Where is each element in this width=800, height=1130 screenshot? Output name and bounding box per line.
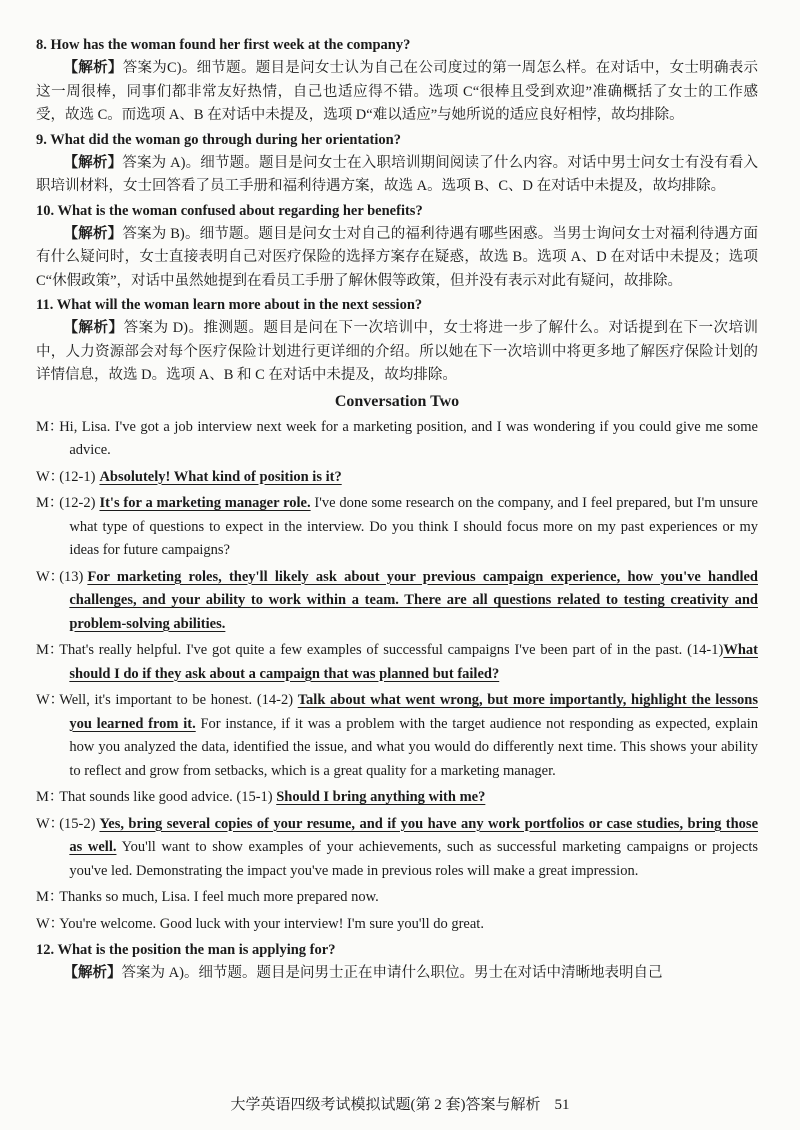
question-heading: 8. How has the woman found her first week at the company? bbox=[36, 37, 411, 53]
dialogue-line bbox=[36, 416, 758, 463]
dialogue-text: Hi, Lisa. I've got a job interview next week for a marketing position, and I was wondering if you could give me some advice. bbox=[59, 418, 758, 458]
speaker-label: M： bbox=[36, 789, 64, 805]
question-heading: 11. What will the woman learn more about in the next session? bbox=[36, 297, 423, 313]
footer-title: 大学英语四级考试模拟试题(第 2 套)答案与解析 bbox=[230, 1097, 541, 1113]
speaker-label: M： bbox=[36, 418, 64, 435]
speaker-label: W： bbox=[36, 568, 65, 585]
analysis-text: 答案为 A)。细节题。题目是问女士在入职培训期间阅读了什么内容。对话中男士问女士有没有看入职培训材料，女士回答看了员工手册和福利待遇方案，故选 A。选项 B、C、D 在对话中未提及，故均排除。 bbox=[36, 154, 759, 194]
analysis-tag: 【解析】 bbox=[63, 225, 123, 242]
underlined-answer: For marketing roles, they'll likely ask about your previous campaign experience, how you've handled challenges, and your ability to work within a team. There are all questions related to testing creativity and problem-solving abilities. bbox=[69, 568, 758, 632]
answer-marker: (15-2) bbox=[59, 815, 96, 832]
dialogue-line bbox=[36, 913, 758, 937]
analysis-tag: 【解析】 bbox=[63, 154, 123, 171]
analysis-tag: 【解析】 bbox=[63, 60, 123, 76]
dialogue-line bbox=[36, 639, 758, 686]
speaker-label: W： bbox=[36, 915, 65, 932]
dialogue-text: You'll want to show examples of your achievements, such as successful marketing campaigns or projects you've led. Demonstrating the impact you've made in previous roles will make a great impression. bbox=[69, 839, 758, 879]
analysis-text: 答案为 A)。细节题。题目是问男士正在申请什么职位。男士在对话中清晰地表明自己 bbox=[121, 965, 663, 981]
dialogue-text: That's really helpful. I've got quite a few examples of successful campaigns I've been part of in the past. (14-1) bbox=[59, 642, 724, 658]
analysis-paragraph bbox=[36, 317, 758, 388]
analysis-paragraph bbox=[36, 223, 758, 294]
conversation-transcript bbox=[36, 416, 758, 937]
analysis-tag: 【解析】 bbox=[63, 965, 122, 981]
dialogue-line bbox=[36, 566, 758, 637]
question-heading: 9. What did the woman go through during her orientation? bbox=[36, 131, 401, 148]
analysis-tag: 【解析】 bbox=[63, 320, 124, 336]
question-block bbox=[36, 34, 758, 128]
answer-marker: (13) bbox=[59, 568, 84, 585]
speaker-label: M： bbox=[36, 889, 64, 905]
speaker-label: M： bbox=[36, 495, 64, 511]
dialogue-line bbox=[36, 786, 758, 810]
dialogue-text: You're welcome. Good luck with your interview! I'm sure you'll do great. bbox=[59, 915, 484, 932]
dialogue-line bbox=[36, 689, 758, 783]
underlined-answer: Yes, bring several copies of your resume, and if you have any work portfolios or case studies, bring those as well. bbox=[69, 815, 758, 855]
dialogue-line bbox=[36, 466, 758, 490]
speaker-label: W： bbox=[36, 692, 65, 708]
dialogue-line bbox=[36, 492, 758, 563]
dialogue-text: That sounds like good advice. (15-1) bbox=[59, 789, 277, 805]
underlined-answer: Absolutely! What kind of position is it? bbox=[99, 468, 342, 485]
question-heading: 10. What is the woman confused about regarding her benefits? bbox=[36, 202, 423, 219]
dialogue-text: I've done some research on the company, and I feel prepared, but I'm unsure what type of questions to expect in the interview. Do you think I should focus more on my past experiences or my ideas for future campaigns? bbox=[69, 495, 758, 558]
question-block bbox=[36, 129, 758, 199]
analysis-paragraph bbox=[36, 962, 758, 986]
dialogue-line bbox=[36, 886, 758, 910]
dialogue-text: Well, it's important to be honest. (14-2) bbox=[59, 692, 298, 708]
underlined-answer: Talk about what went wrong, but more importantly, highlight the lessons you learned from it. bbox=[69, 692, 758, 732]
answer-marker: (12-1) bbox=[59, 468, 96, 485]
speaker-label: M： bbox=[36, 642, 64, 658]
analysis-text: 答案为C)。细节题。题目是问女士认为自己在公司度过的第一周怎么样。在对话中，女士明确表示这一周很棒，同事们都非常友好热情，自己也适应得不错。选项 C“很棒且受到欢迎”准确概括了女士的工作感受，故选 C。而选项 A、B 在对话中未提及，选项 D“难以适应”与她所说的适应良好相悖，故均排除。 bbox=[36, 60, 759, 123]
question-heading: 12. What is the position the man is applying for? bbox=[36, 942, 336, 958]
analysis-text: 答案为 D)。推测题。题目是问在下一次培训中，女士将进一步了解什么。对话提到在下一次培训中，人力资源部会对每个医疗保险计划进行更详细的介绍。所以她在下一次培训中将更多地了解医疗保险计划的详情信息，故选 D。选项 A、B 和 C 在对话中未提及，故均排除。 bbox=[36, 320, 759, 383]
dialogue-text: For instance, if it was a problem with the target audience not responding as expected, explain how you analyzed the data, identified the issue, and what you would do differently next time. This shows your ability to reflect and grow from setbacks, which is a great quality for a marketing manager. bbox=[69, 715, 758, 779]
conversation-title: Conversation Two bbox=[334, 392, 460, 410]
underlined-answer: It's for a marketing manager role. bbox=[99, 495, 311, 511]
underlined-answer: Should I bring anything with me? bbox=[276, 789, 486, 805]
question-block bbox=[36, 939, 758, 986]
underlined-answer: What should I do if they ask about a campaign that was planned but failed? bbox=[69, 642, 758, 682]
dialogue-text: Thanks so much, Lisa. I feel much more prepared now. bbox=[59, 889, 379, 905]
question-block bbox=[36, 294, 758, 388]
dialogue-line bbox=[36, 813, 758, 884]
page-footer bbox=[0, 1093, 800, 1114]
page-number: 51 bbox=[554, 1097, 570, 1113]
analysis-paragraph bbox=[36, 57, 758, 128]
analysis-text: 答案为 B)。细节题。题目是问女士对自己的福利待遇有哪些困惑。当男士询问女士对福利待遇方面有什么疑问时，女士直接表明自己对医疗保险的选择方案存在疑惑，故选 B。选项 A、D 在对话中未提及；选项 C“休假政策”，对话中虽然她提到在看员工手册了解休假等政策，但并没有表示对此有疑问，故排除。 bbox=[36, 225, 758, 289]
answer-marker: (12-2) bbox=[59, 495, 96, 511]
speaker-label: W： bbox=[36, 815, 65, 832]
analysis-paragraph bbox=[36, 152, 758, 199]
question-block bbox=[36, 200, 758, 294]
speaker-label: W： bbox=[36, 468, 65, 485]
